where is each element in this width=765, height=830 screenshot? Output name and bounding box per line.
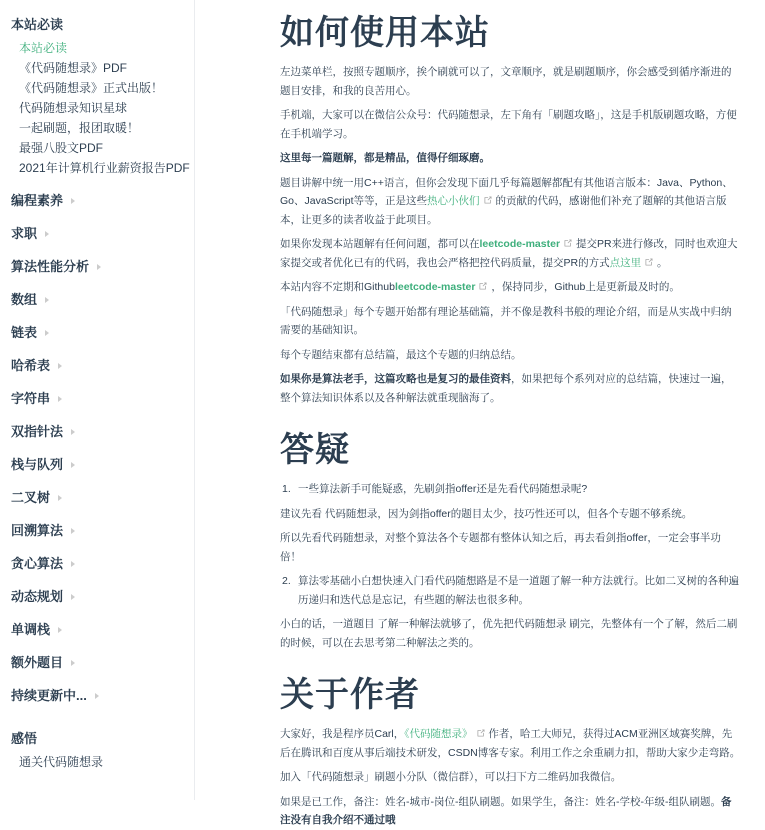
external-link-icon [478,281,488,291]
sidebar-section-label: 贪心算法 [11,556,64,571]
chevron-right-icon [45,231,49,237]
sidebar-section-toggle[interactable] [0,283,194,316]
text-span: 每个专题结束都有总结篇，最这个专题的归纳总结。 [280,348,522,361]
inline-link[interactable]: leetcode-master [479,238,561,251]
chevron-right-icon [45,297,49,303]
chevron-right-icon [71,561,75,567]
paragraph [280,278,741,297]
sidebar-section-label: 栈与队列 [11,457,64,472]
sidebar-section-toggle[interactable] [0,514,194,547]
sidebar-section-toggle[interactable] [0,481,194,514]
list-item-text [298,480,741,499]
sidebar-section-toggle[interactable] [0,415,194,448]
text-span: 如果你发现本站题解有任何问题，都可以在 [280,238,480,251]
sidebar-link-active[interactable]: 本站必读 [19,41,68,55]
text-span: 算法零基础小白想快速入门看代码随想路是不是一道题了解一种方法就行。比如二叉树的各种遍历递归和迭代总是忘记，有些题的解法也很多种。 [298,575,739,606]
list-item-text [298,572,741,609]
chevron-right-icon [58,363,62,369]
sidebar-section-label: 链表 [11,325,38,340]
chevron-right-icon [71,660,75,666]
sidebar-section-toggle[interactable] [0,184,194,217]
sidebar-link[interactable]: 代码随想录知识星球 [19,101,128,115]
text-span: 题目讲解中统一用C++语言，但你会发现下面几乎每篇题解都配有其他语言版本：Java、Python、Go、JavaScript等等，正是这些 [280,176,733,208]
paragraph [280,63,741,100]
sidebar-section-label: 回溯算法 [11,523,64,538]
chevron-right-icon [97,264,101,270]
sidebar-section-label: 持续更新中... [11,688,87,703]
main-content [195,0,765,827]
chevron-right-icon [71,594,75,600]
sidebar-section-label: 双指针法 [11,424,64,439]
inline-link[interactable]: 点这里 [609,256,642,269]
text-span: 小白的话，一道题目 了解一种解法就够了，优先把代码随想录 刷完，先整体有一个了解，然后二刷的时候，可以在去思考第二种解法之类的。 [280,618,738,649]
chevron-right-icon [71,528,75,534]
sidebar-section-label: 数组 [11,292,38,307]
text-span: 这里每一篇题解，都是精品，值得仔细琢磨。 [280,152,490,165]
text-span: 本站内容不定期和Github [280,281,395,294]
sidebar-section-toggle[interactable] [0,316,194,349]
text-span: 左边菜单栏，按照专题顺序，挨个刷就可以了，文章顺序，就是刷题顺序，你会感受到循序渐进的题目安排，和我的良苦用心。 [280,66,732,97]
sidebar-section-label: 字符串 [11,391,51,406]
text-span: 所以先看代码随想录，对整个算法各个专题都有整体认知之后，再去看剑指offer，一定会事半功倍！ [280,532,721,563]
section-heading: 答疑 [280,431,350,470]
chevron-right-icon [71,429,75,435]
text-span: 。 [654,256,668,269]
sidebar-section-label: 编程素养 [11,193,64,208]
sidebar-section-toggle[interactable] [0,646,194,679]
paragraph [280,529,741,566]
sidebar [0,0,195,800]
inline-link[interactable]: 热心小伙们 [427,195,480,208]
section-heading: 关于作者 [280,676,420,715]
text-span: 手机端，大家可以在微信公众号：代码随想录，左下角有「刷题攻略」，这是手机版刷题攻略，方便在手机端学习。 [280,109,737,140]
paragraph [280,370,741,407]
paragraph [280,768,741,787]
sidebar-section-toggle[interactable] [0,250,194,283]
text-span: 大家好，我是程序员Carl， [280,728,405,741]
external-link-icon [644,257,654,267]
paragraph [280,303,741,340]
chevron-right-icon [45,330,49,336]
sidebar-section-label: 哈希表 [11,358,51,373]
sidebar-link[interactable]: 最强八股文PDF [19,141,104,155]
sidebar-section-label: 动态规划 [11,589,64,604]
text-span: 如果你是算法老手，这篇攻略也是复习的最佳资料 [280,373,511,386]
sidebar-section-toggle[interactable] [0,547,194,580]
text-span: ，保持同步，Github上是更新最及时的。 [488,281,680,294]
paragraph [280,725,741,762]
sidebar-section-toggle[interactable] [0,217,194,250]
sidebar-section-toggle[interactable] [0,382,194,415]
list-number: 2. [282,575,291,588]
sidebar-section-toggle[interactable] [0,613,194,646]
external-link-icon [483,195,493,205]
paragraph [280,106,741,143]
paragraph [280,505,741,524]
sidebar-section-toggle[interactable] [0,448,194,481]
text-span: 提交PR来进行修改，同时也欢迎大家提交或者优化已有的代码，我也会严格把控代码质量，提交PR的方式 [280,238,738,269]
sidebar-link[interactable]: 《代码随想录》正式出版！ [19,81,164,95]
chevron-right-icon [71,198,75,204]
text-span: 如果是已工作，备注：姓名-城市-岗位-组队刷题。如果学生，备注：姓名-学校-年级-组队刷题。 [280,795,721,808]
paragraph [280,346,741,365]
text-span: 一些算法新手可能疑惑，先刷剑指offer还是先看代码随想录呢? [298,483,588,496]
sidebar-section-toggle[interactable] [0,679,194,712]
text-span: 建议先看 代码随想录，因为剑指offer的题目太少，技巧性还可以，但各个专题不够系统。 [280,507,693,520]
text-span: 加入「代码随想录」刷题小分队（微信群），可以扫下方二维码加我微信。 [280,771,622,784]
text-span: 「代码随想录」每个专题开始都有理论基础篇，并不像是教科书般的理论介绍，而是从实战中归纳需要的基础知识。 [280,305,732,337]
sidebar-section-toggle[interactable] [0,580,194,613]
chevron-right-icon [58,396,62,402]
sidebar-section-toggle[interactable] [0,349,194,382]
text-span: 备注没有自我介绍不通过哦 [280,795,732,827]
list-item [280,480,741,499]
external-link-icon [563,238,573,248]
paragraph [280,235,741,272]
text-span: 作者，哈工大师兄，获得过ACM亚洲区域赛奖牌，先后在腾讯和百度从事后端技术研发，CSDN博客专家。利用工作之余重刷力扣，帮助大家少走弯路。 [280,728,741,759]
list-item [280,572,741,609]
paragraph [280,615,741,652]
external-link-icon [476,728,486,738]
sidebar-group [0,12,194,178]
sidebar-section-label: 二叉树 [11,490,51,505]
sidebar-section-label: 算法性能分析 [11,259,90,274]
sidebar-section-label: 单调栈 [11,622,51,637]
chevron-right-icon [58,495,62,501]
sidebar-link[interactable]: 2021年计算机行业薪资报告PDF [19,161,190,175]
inline-link[interactable]: 《代码随想录》 [404,728,473,741]
paragraph [280,174,741,230]
chevron-right-icon [58,627,62,633]
text-span: ，如果把每个系列对应的总结篇，快速过一遍，整个算法知识体系以及各种解法就重现脑海了。 [280,373,732,404]
chevron-right-icon [71,462,75,468]
sidebar-link[interactable]: 通关代码随想录 [19,755,104,769]
paragraph [280,149,741,168]
section-heading: 如何使用本站 [280,14,490,52]
sidebar-link[interactable]: 一起刷题，报团取暖！ [19,121,140,135]
sidebar-link[interactable]: 《代码随想录》PDF [19,61,128,75]
sidebar-group-title: 本站必读 [11,17,64,32]
list-number: 1. [282,483,291,496]
sidebar-section-label: 额外题目 [11,655,64,670]
chevron-right-icon [95,693,99,699]
sidebar-section-label: 求职 [11,226,38,241]
paragraph [280,793,741,830]
inline-link[interactable]: leetcode-master [394,281,476,294]
text-span: 的贡献的代码，感谢他们补充了题解的其他语言版本，让更多的读者收益于此项目。 [280,195,727,226]
sidebar-group [0,726,194,772]
sidebar-group-title: 感悟 [11,731,38,746]
